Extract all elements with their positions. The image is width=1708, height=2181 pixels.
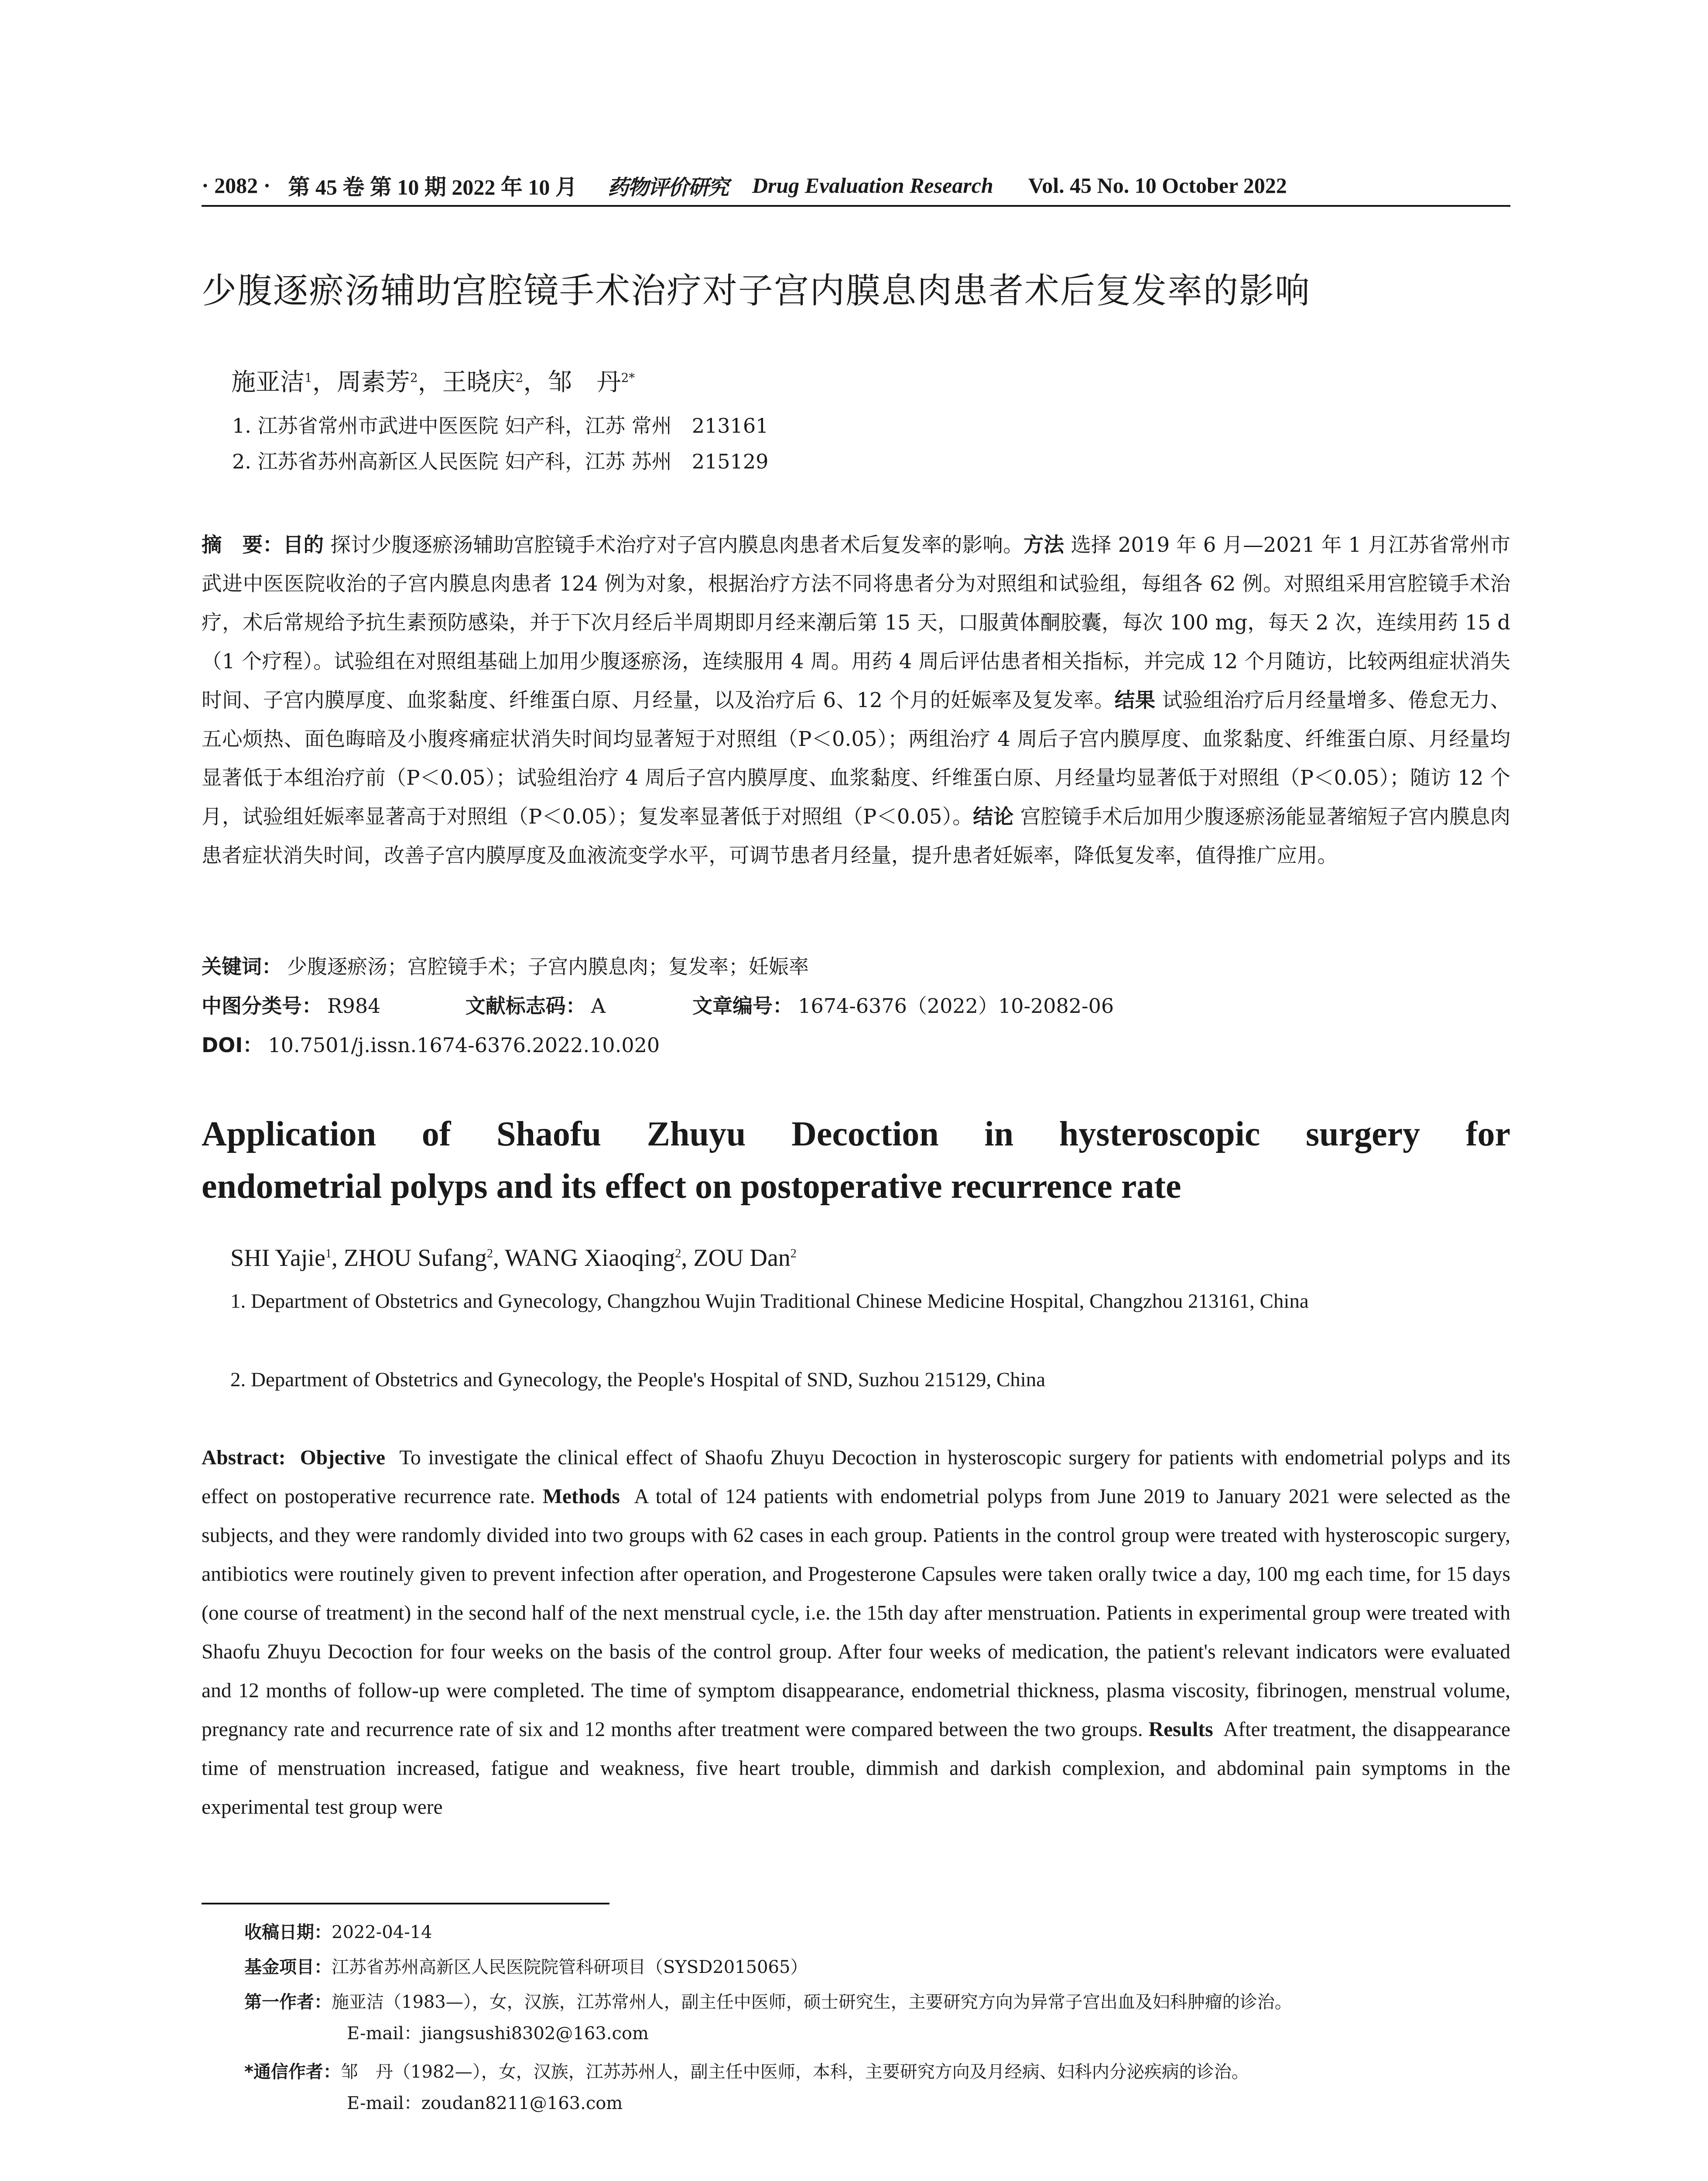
corresponding-label: *通信作者： xyxy=(244,2062,341,2082)
doi-label: DOI： xyxy=(202,1033,263,1057)
author-affil-mark: 2 xyxy=(675,1247,681,1261)
results-text: After treatment, the disappearance time of menstruation increased, fatigue and weakness, five heart trouble, dimmish and darkish complexion, and abdominal pain symptoms in the experimental test group were xyxy=(202,1718,1510,1819)
article-title-cn: 少腹逐瘀汤辅助宫腔镜手术治疗对子宫内膜息肉患者术后复发率的影响 xyxy=(202,270,1311,311)
author-sep: ， xyxy=(523,368,548,397)
author-affil-mark: 2 xyxy=(515,370,524,385)
author-name: 邹 丹 xyxy=(548,368,621,397)
clc-label: 中图分类号： xyxy=(202,994,322,1018)
corresponding-email: E-mail：zoudan8211@163.com xyxy=(347,2093,623,2113)
classification-line xyxy=(202,990,1114,1019)
footnote-corresponding xyxy=(244,2055,1510,2089)
title-en-word: surgery xyxy=(1306,1115,1420,1153)
keywords-value: 少腹逐瘀汤；宫腔镜手术；子宫内膜息肉；复发率；妊娠率 xyxy=(287,955,809,978)
author-affil-mark: 2* xyxy=(621,370,635,385)
affiliation-en: 1. Department of Obstetrics and Gynecology, Changzhou Wujin Traditional Chinese Medicine Hospital, Changzhou 213161, China xyxy=(230,1290,1309,1313)
author-name: ZOU Dan xyxy=(693,1244,791,1272)
first-author-label: 第一作者： xyxy=(244,1992,332,2012)
methods-text: 选择 2019 年 6 月—2021 年 1 月江苏省常州市武进中医医院收治的子宫内膜息肉患者 124 例为对象，根据治疗方法不同将患者分为对照组和试验组，每组各 62 例。对照组采用宫腔镜手术治疗，术后常规给予抗生素预防感染，并于下次月经后半周期即月经来潮后第 15 天，口服黄体酮胶囊，每次 100 mg，每天 2 次，连续用药 15 d（1 个疗程）。试验组在对照组基础上加用少腹逐瘀汤，连续服用 4 周。用药 4 周后评估患者相关指标，并完成 12 个月随访，比较两组症状消失时间、子宫内膜厚度、血浆黏度、纤维蛋白原、月经量，以及治疗后 6、12 个月的妊娠率及复发率。 xyxy=(202,533,1511,712)
author-sep: ， xyxy=(418,368,442,397)
abstract-label: Abstract: xyxy=(202,1446,286,1469)
title-en-word: in xyxy=(984,1115,1014,1153)
title-en-word: Application xyxy=(202,1115,377,1153)
title-en-word: of xyxy=(421,1115,451,1153)
title-en-line-1 xyxy=(202,1108,1510,1160)
author-name: SHI Yajie xyxy=(230,1244,325,1272)
keywords-label: 关键词： xyxy=(202,955,282,978)
author-list-cn xyxy=(231,363,635,398)
author-name: WANG Xiaoqing xyxy=(505,1244,675,1272)
article-title-en xyxy=(202,1108,1510,1213)
title-en-word: hysteroscopic xyxy=(1059,1115,1260,1153)
title-en-word: for xyxy=(1465,1115,1510,1153)
author-sep: ， xyxy=(312,368,337,397)
objective-label: 目的 xyxy=(283,533,324,557)
author-affil-mark: 2 xyxy=(487,1247,493,1261)
results-text: 试验组治疗后月经量增多、倦怠无力、五心烦热、面色晦暗及小腹疼痛症状消失时间均显著短于对照组（P＜0.05）；两组治疗 4 周后子宫内膜厚度、血浆黏度、纤维蛋白原、月经量均显著低于本组治疗前（P＜0.05）；试验组治疗 4 周后子宫内膜厚度、血浆黏度、纤维蛋白原、月经量均显著低于对照组（P＜0.05）；随访 12 个月，试验组妊娠率显著高于对照组（P＜0.05）；复发率显著低于对照组（P＜0.05）。 xyxy=(202,688,1511,828)
author-list-en xyxy=(230,1244,797,1272)
author-sep: , xyxy=(331,1244,344,1272)
author-affil-mark: 1 xyxy=(325,1247,332,1261)
footnote-fund xyxy=(244,1950,1510,1985)
author-affil-mark: 2 xyxy=(790,1247,797,1261)
affiliation-cn: 1. 江苏省常州市武进中医医院 妇产科，江苏 常州 213161 xyxy=(232,414,769,438)
methods-label: 方法 xyxy=(1023,533,1065,557)
title-en-word: Decoction xyxy=(791,1115,939,1153)
author-affil-mark: 1 xyxy=(305,370,312,385)
footnote-received xyxy=(244,1915,1510,1950)
objective-text: To investigate the clinical effect of Shaofu Zhuyu Decoction in hysteroscopic surgery for patients with endometrial polyps and its effect on postoperative recurrence rate. xyxy=(202,1446,1510,1508)
journal-logo: 药物评价研究 xyxy=(607,175,728,200)
footnote-first-author xyxy=(244,1985,1510,2020)
objective-label: Objective xyxy=(300,1446,385,1469)
received-label: 收稿日期： xyxy=(244,1922,332,1942)
methods-label: Methods xyxy=(543,1485,620,1508)
doc-code-label: 文献标志码： xyxy=(465,994,586,1018)
fund-label: 基金项目： xyxy=(244,1957,332,1977)
first-author-value: 施亚洁（1983—），女，汉族，江苏常州人，副主任中医师，硕士研究生，主要研究方向为异常子宫出血及妇科肿瘤的诊治。 xyxy=(332,1992,1292,2012)
issue-info-en: Vol. 45 No. 10 October 2022 xyxy=(1028,173,1287,198)
conclusion-label: 结论 xyxy=(973,805,1014,828)
author-name: 施亚洁 xyxy=(231,368,305,397)
affiliation-en: 2. Department of Obstetrics and Gynecology, the People's Hospital of SND, Suzhou 215129, China xyxy=(230,1368,1046,1391)
results-label: Results xyxy=(1148,1718,1213,1741)
issue-info-cn: 第 45 卷 第 10 期 2022 年 10 月 xyxy=(288,175,577,199)
corresponding-value: 邹 丹（1982—），女，汉族，江苏苏州人，副主任中医师，本科，主要研究方向及月经病、妇科内分泌疾病的诊治。 xyxy=(340,2062,1249,2082)
clc-value: R984 xyxy=(327,994,381,1018)
journal-name-en: Drug Evaluation Research xyxy=(752,173,993,198)
keywords-cn xyxy=(202,951,809,980)
running-header xyxy=(202,166,1510,207)
methods-text: A total of 124 patients with endometrial polyps from June 2019 to January 2021 were selected as the subjects, and they were randomly divided into two groups with 62 cases in each group. Patients in the control group were treated with hysteroscopic surgery, antibiotics were routinely given to prevent infection after operation, and Progesterone Capsules were taken orally twice a day, 100 mg each time, for 15 days (one course of treatment) in the second half of the next menstrual cycle, i.e. the 15th day after menstruation. Patients in experimental group were treated with Shaofu Zhuyu Decoction for four weeks on the basis of the control group. After four weeks of medication, the patient's relevant indicators were evaluated and 12 months of follow-up were completed. The time of symptom disappearance, endometrial thickness, plasma viscosity, fibrinogen, menstrual volume, pregnancy rate and recurrence rate of six and 12 months after treatment were compared between the two groups. xyxy=(202,1485,1510,1741)
page-number: · 2082 · xyxy=(202,173,271,198)
author-sep: , xyxy=(493,1244,505,1272)
author-affil-mark: 2 xyxy=(410,370,418,385)
author-sep: , xyxy=(681,1244,694,1272)
author-name: 周素芳 xyxy=(336,368,410,397)
results-label: 结果 xyxy=(1114,688,1156,712)
first-author-email: E-mail：jiangsushi8302@163.com xyxy=(347,2024,649,2044)
conclusion-text: 宫腔镜手术后加用少腹逐瘀汤能显著缩短子宫内膜息肉患者症状消失时间，改善子宫内膜厚度及血液流变学水平，可调节患者月经量，提升患者妊娠率，降低复发率，值得推广应用。 xyxy=(202,805,1511,867)
doi-line xyxy=(202,1029,660,1058)
objective-text: 探讨少腹逐瘀汤辅助宫腔镜手术治疗对子宫内膜息肉患者术后复发率的影响。 xyxy=(330,533,1023,557)
doi-value: 10.7501/j.issn.1674-6376.2022.10.020 xyxy=(268,1033,660,1057)
fund-value: 江苏省苏州高新区人民医院院管科研项目（SYSD2015065） xyxy=(332,1957,808,1977)
received-value: 2022-04-14 xyxy=(332,1922,432,1942)
title-en-line-2: endometrial polyps and its effect on postoperative recurrence rate xyxy=(202,1167,1181,1206)
article-id-label: 文章编号： xyxy=(692,994,793,1018)
abstract-label: 摘 要： xyxy=(202,533,283,557)
title-en-word: Zhuyu xyxy=(647,1115,746,1153)
article-id-value: 1674-6376（2022）10-2082-06 xyxy=(798,994,1114,1018)
title-en-word: Shaofu xyxy=(496,1115,602,1153)
doc-code-value: A xyxy=(591,994,606,1018)
abstract-en xyxy=(202,1439,1510,1827)
author-name: 王晓庆 xyxy=(442,368,516,397)
author-name: ZHOU Sufang xyxy=(343,1244,487,1272)
affiliation-cn: 2. 江苏省苏州高新区人民医院 妇产科，江苏 苏州 215129 xyxy=(232,450,769,473)
footnote-divider xyxy=(202,1903,609,1904)
abstract-cn xyxy=(202,526,1510,875)
